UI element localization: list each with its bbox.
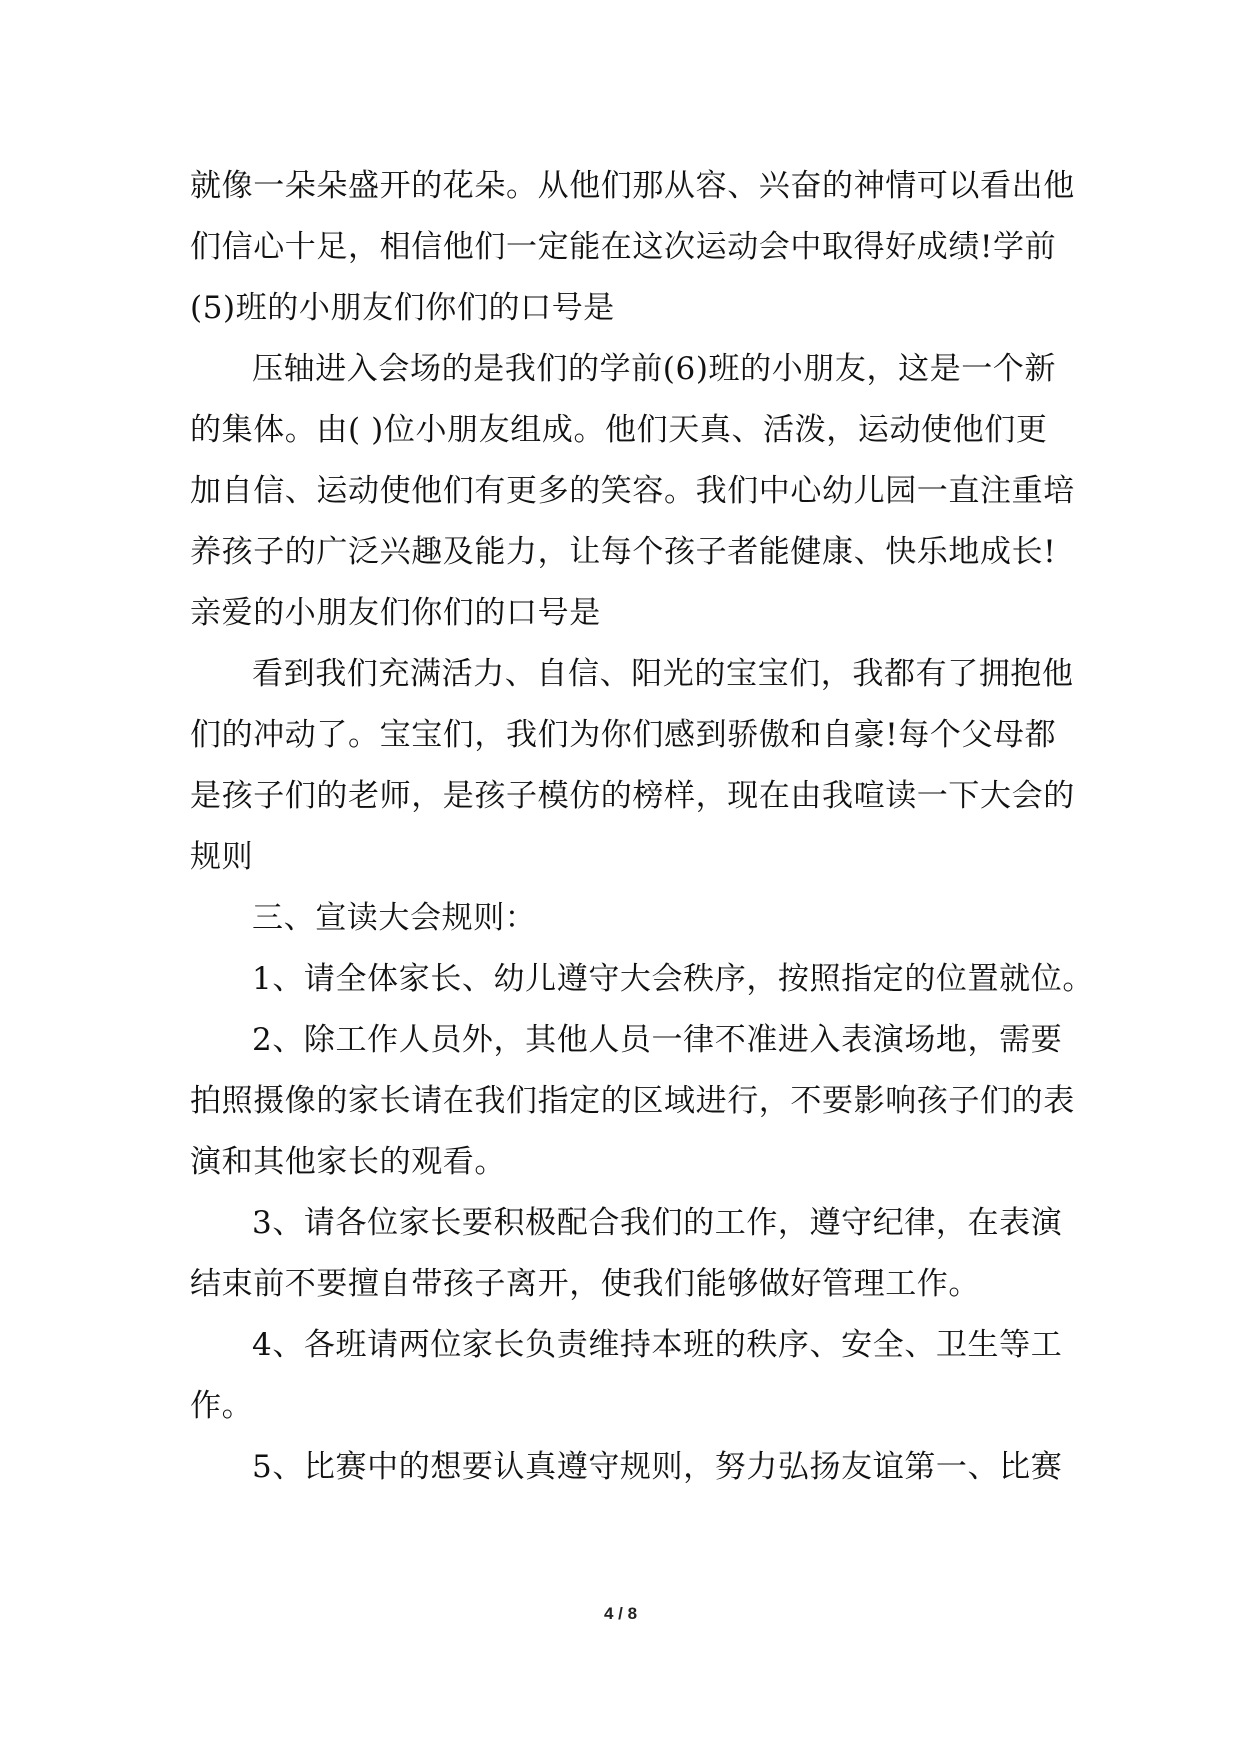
text-line: 们信心十足，相信他们一定能在这次运动会中取得好成绩!学前 [190,229,1057,265]
text-line: 演和其他家长的观看。 [190,1144,506,1180]
text-line: 拍照摄像的家长请在我们指定的区域进行，不要影响孩子们的表 [190,1083,1075,1119]
rule-item-3: 3、请各位家长要积极配合我们的工作，遵守纪律，在表演 [252,1205,1063,1241]
rule-item-1: 1、请全体家长、幼儿遵守大会秩序，按照指定的位置就位。 [252,961,1094,997]
text-line: 就像一朵朵盛开的花朵。从他们那从容、兴奋的神情可以看出他 [190,168,1075,204]
text-line: 规则 [190,839,254,875]
text-line: (5)班的小朋友们你们的口号是 [190,290,615,326]
paragraph-start-line: 看到我们充满活力、自信、阳光的宝宝们，我都有了拥抱他 [252,656,1074,692]
rule-item-5: 5、比赛中的想要认真遵守规则，努力弘扬友谊第一、比赛 [252,1449,1063,1485]
rule-item-2: 2、除工作人员外，其他人员一律不准进入表演场地，需要 [252,1022,1063,1058]
text-line: 亲爱的小朋友们你们的口号是 [190,595,601,631]
text-line: 们的冲动了。宝宝们，我们为你们感到骄傲和自豪!每个父母都 [190,717,1057,753]
paragraph-start-line: 压轴进入会场的是我们的学前(6)班的小朋友，这是一个新 [252,351,1057,387]
section-heading: 三、宣读大会规则： [252,900,537,936]
text-line: 结束前不要擅自带孩子离开，使我们能够做好管理工作。 [190,1266,980,1302]
page-number: 4 / 8 [603,1604,638,1623]
document-body [190,156,1094,1498]
text-line: 的集体。由( )位小朋友组成。他们天真、活泼，运动使他们更 [190,412,1048,448]
text-line: 养孩子的广泛兴趣及能力，让每个孩子者能健康、快乐地成长! [190,534,1057,570]
text-line: 加自信、运动使他们有更多的笑容。我们中心幼儿园一直注重培 [190,473,1075,509]
text-line: 是孩子们的老师，是孩子模仿的榜样，现在由我喧读一下大会的 [190,778,1075,814]
rule-item-4: 4、各班请两位家长负责维持本班的秩序、安全、卫生等工 [252,1327,1063,1363]
text-line: 作。 [190,1388,254,1424]
